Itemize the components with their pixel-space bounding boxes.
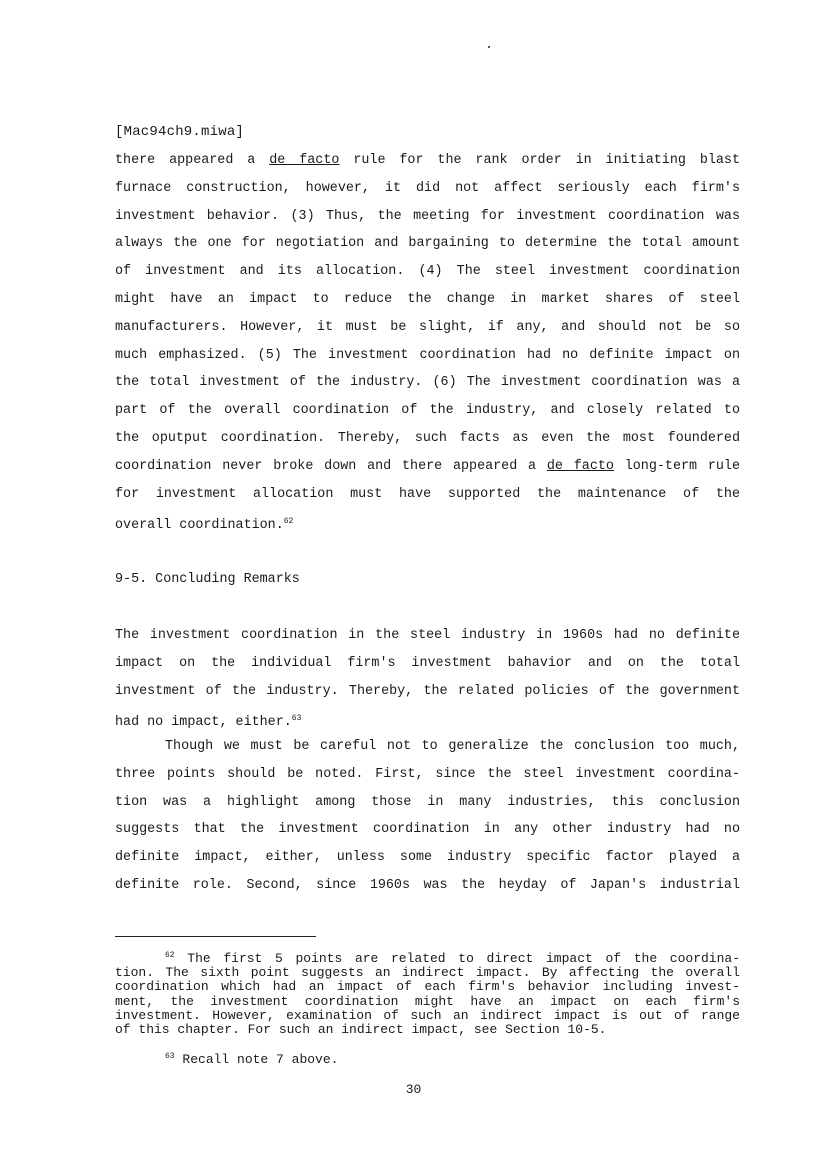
footnote-text: The first 5 points are related to direct impact of the coordina- xyxy=(187,951,741,966)
text-line xyxy=(115,230,740,258)
text-line xyxy=(115,844,740,872)
footnote-rule xyxy=(115,936,316,937)
emphasized-term: de facto xyxy=(269,153,340,168)
text-line xyxy=(115,678,740,706)
text-line xyxy=(115,258,740,286)
text-segment: always the one for negotiation and bargaining to determine the total amount xyxy=(115,236,740,252)
text-line xyxy=(115,453,740,481)
footnote-line xyxy=(115,1009,740,1023)
footnote-line xyxy=(115,995,740,1009)
text-segment: three points should be noted. First, since the steel investment coordina- xyxy=(115,766,740,782)
footnote-line xyxy=(115,1023,740,1037)
text-line xyxy=(115,705,740,733)
text-segment: furnace construction, however, it did not affect seriously each firm's xyxy=(115,180,740,196)
text-line xyxy=(115,508,740,536)
scan-speck xyxy=(488,46,490,48)
text-segment: of investment and its allocation. (4) The steel investment coordination xyxy=(115,264,740,280)
text-line xyxy=(115,761,740,789)
text-line xyxy=(115,203,740,231)
text-segment: investment behavior. (3) Thus, the meeting for investment coordination was xyxy=(115,208,740,224)
footnote-text: of this chapter. For such an indirect impact, see Section 10-5. xyxy=(115,1022,607,1038)
text-line xyxy=(115,342,740,370)
text-segment: overall coordination. xyxy=(115,518,284,534)
text-line xyxy=(115,286,740,314)
footnote-line xyxy=(115,949,740,966)
footnote-line xyxy=(115,966,740,980)
text-line xyxy=(115,872,740,900)
text-segment: rule for the rank order in initiating blast xyxy=(339,153,741,168)
text-segment: definite role. Second, since 1960s was the heyday of Japan's industrial xyxy=(115,877,740,893)
footnote-line xyxy=(115,980,740,994)
text-line xyxy=(115,733,740,761)
text-line xyxy=(115,789,740,817)
text-segment: part of the overall coordination of the industry, and closely related to xyxy=(115,403,740,419)
text-line xyxy=(115,650,740,678)
text-segment: for investment allocation must have supported the maintenance of the xyxy=(115,486,740,502)
text-segment: much emphasized. (5) The investment coordination had no definite impact on xyxy=(115,347,740,363)
text-line xyxy=(115,369,740,397)
footnote-text: coordination which had an impact of each firm's behavior including invest- xyxy=(115,979,740,995)
footnote-ref-63: 63 xyxy=(291,714,302,724)
text-segment: the oputput coordination. Thereby, such facts as even the most foundered xyxy=(115,430,740,446)
paragraph-3 xyxy=(115,733,740,900)
footnote-63-text: Recall note 7 above. xyxy=(182,1052,339,1067)
file-header: [Mac94ch9.miwa] xyxy=(115,124,245,140)
paragraph-1 xyxy=(115,147,740,536)
text-segment: might have an impact to reduce the change in market shares of steel xyxy=(115,291,740,307)
paragraph-2 xyxy=(115,622,740,733)
footnote-ref-62: 62 xyxy=(283,517,294,527)
footnote-63 xyxy=(115,1050,740,1067)
emphasized-term: de facto xyxy=(546,458,614,474)
text-segment: there appeared a xyxy=(115,153,270,168)
text-line xyxy=(115,314,740,342)
footnote-text: tion. The sixth point suggests an indirect impact. By affecting the overall xyxy=(115,965,740,981)
footnote-63-marker: 63 xyxy=(165,1052,175,1061)
text-segment: manufacturers. However, it must be slight, if any, and should not be so xyxy=(115,319,740,335)
text-line xyxy=(115,175,740,203)
text-segment: tion was a highlight among those in many industries, this conclusion xyxy=(115,794,740,810)
text-line xyxy=(115,622,740,650)
text-segment: the total investment of the industry. (6) The investment coordination was a xyxy=(115,375,740,391)
text-segment: had no impact, either. xyxy=(115,715,292,731)
footnote-62-marker: 62 xyxy=(165,951,175,960)
footnote-text: investment. However, examination of such an indirect impact is out of range xyxy=(115,1007,740,1023)
text-line xyxy=(115,397,740,425)
text-segment: impact on the individual firm's investment bahavior and on the total xyxy=(115,655,740,671)
footnote-text: ment, the investment coordination might have an impact on each firm's xyxy=(115,993,740,1009)
text-segment: The investment coordination in the steel industry in 1960s had no definite xyxy=(115,628,740,643)
text-line xyxy=(115,147,740,175)
text-segment: investment of the industry. Thereby, the related policies of the government xyxy=(115,683,740,699)
text-segment: Though we must be careful not to generalize the conclusion too much, xyxy=(165,739,740,754)
text-segment: coordination never broke down and there appeared a xyxy=(115,458,547,474)
text-segment: suggests that the investment coordination in any other industry had no xyxy=(115,822,740,838)
text-segment: definite impact, either, unless some industry specific factor played a xyxy=(115,850,740,866)
text-line xyxy=(115,425,740,453)
section-heading: 9-5. Concluding Remarks xyxy=(115,572,300,587)
text-line xyxy=(115,481,740,509)
footnote-62 xyxy=(115,949,740,1037)
text-line xyxy=(115,816,740,844)
text-segment: long-term rule xyxy=(613,458,740,474)
page-number: 30 xyxy=(405,1082,422,1097)
